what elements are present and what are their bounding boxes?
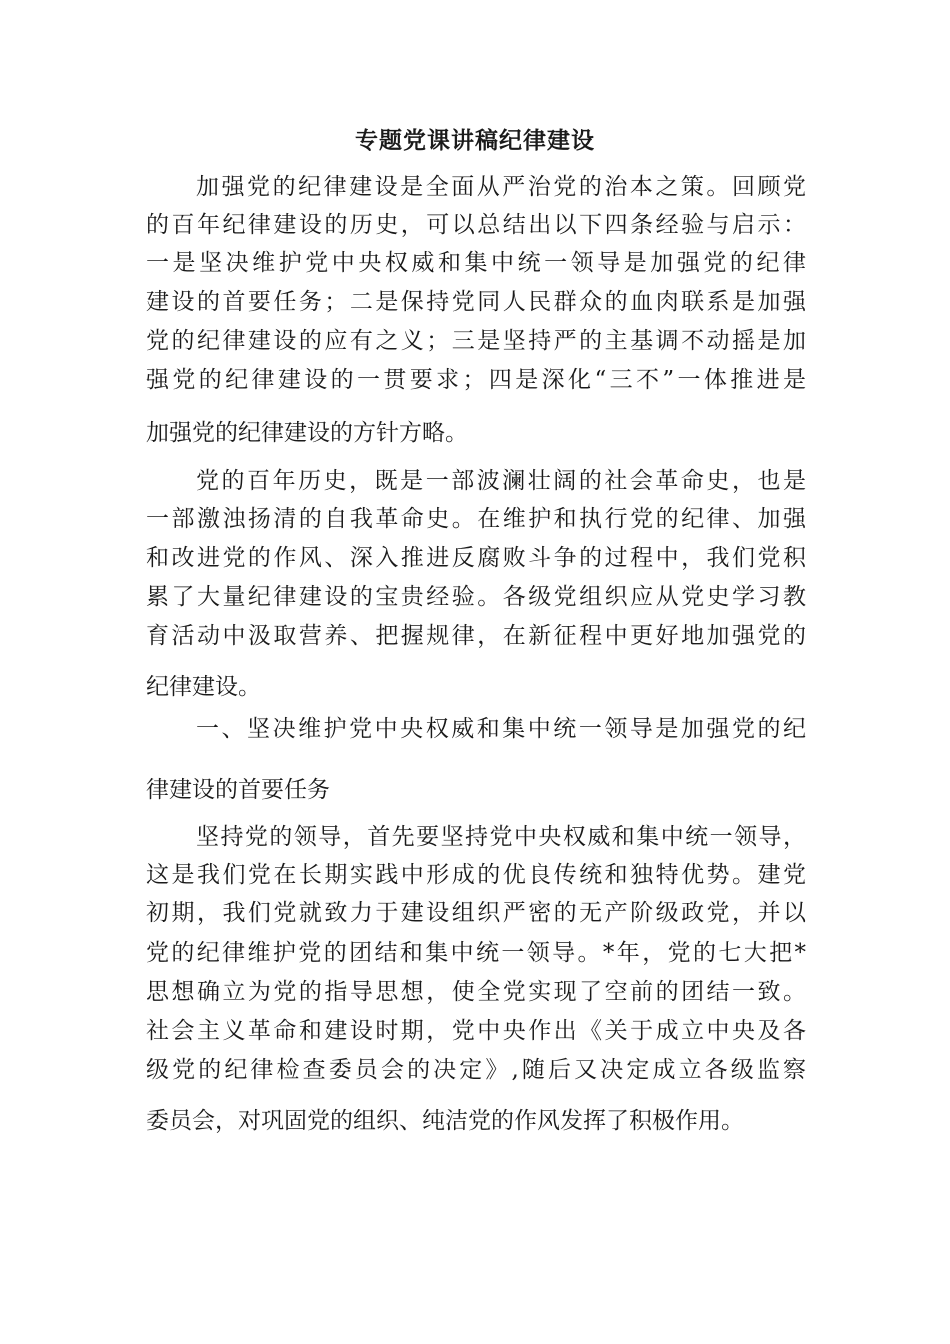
paragraph-2-line-2: 一部激浊扬清的自我革命史。在维护和执行党的纪律、加强 xyxy=(146,506,806,532)
paragraph-3-line-2: 这是我们党在长期实践中形成的优良传统和独特优势。建党 xyxy=(146,862,806,888)
paragraph-3-line-1: 坚持党的领导，首先要坚持党中央权威和集中统一领导， xyxy=(196,824,806,850)
paragraph-3-line-8: 委员会，对巩固党的组织、纯洁党的作风发挥了积极作用。 xyxy=(146,1108,744,1134)
document-title: 专题党课讲稿纪律建设 xyxy=(355,127,595,154)
paragraph-1-line-1: 加强党的纪律建设是全面从严治党的治本之策。回顾党 xyxy=(196,174,806,200)
paragraph-2-line-5: 育活动中汲取营养、把握规律，在新征程中更好地加强党的 xyxy=(146,623,806,649)
paragraph-1-line-2: 的百年纪律建设的历史，可以总结出以下四条经验与启示： xyxy=(146,212,806,238)
heading-1-line-1: 一、坚决维护党中央权威和集中统一领导是加强党的纪 xyxy=(196,716,806,742)
paragraph-1-line-4: 建设的首要任务；二是保持党同人民群众的血肉联系是加强 xyxy=(146,289,806,315)
paragraph-3-line-6: 社会主义革命和建设时期，党中央作出《关于成立中央及各 xyxy=(146,1018,806,1044)
paragraph-1-line-5: 党的纪律建设的应有之义；三是坚持严的主基调不动摇是加 xyxy=(146,328,806,354)
paragraph-2-line-4: 累了大量纪律建设的宝贵经验。各级党组织应从党史学习教 xyxy=(146,584,806,610)
paragraph-2-line-3: 和改进党的作风、深入推进反腐败斗争的过程中，我们党积 xyxy=(146,545,806,571)
paragraph-3-line-5: 思想确立为党的指导思想，使全党实现了空前的团结一致。 xyxy=(146,979,806,1005)
heading-1-line-2: 律建设的首要任务 xyxy=(146,777,330,803)
paragraph-1-line-3: 一是坚决维护党中央权威和集中统一领导是加强党的纪律 xyxy=(146,250,806,276)
paragraph-3-line-7: 级党的纪律检查委员会的决定》,随后又决定成立各级监察 xyxy=(146,1057,806,1083)
paragraph-1-line-6: 强党的纪律建设的一贯要求；四是深化“三不”一体推进是 xyxy=(146,367,806,393)
paragraph-1-line-7: 加强党的纪律建设的方针方略。 xyxy=(146,420,468,446)
paragraph-2-line-1: 党的百年历史，既是一部波澜壮阔的社会革命史，也是 xyxy=(196,468,806,494)
paragraph-2-line-6: 纪律建设。 xyxy=(146,674,261,700)
paragraph-3-line-3: 初期，我们党就致力于建设组织严密的无产阶级政党，并以 xyxy=(146,900,806,926)
paragraph-3-line-4: 党的纪律维护党的团结和集中统一领导。*年，党的七大把* xyxy=(146,940,806,966)
